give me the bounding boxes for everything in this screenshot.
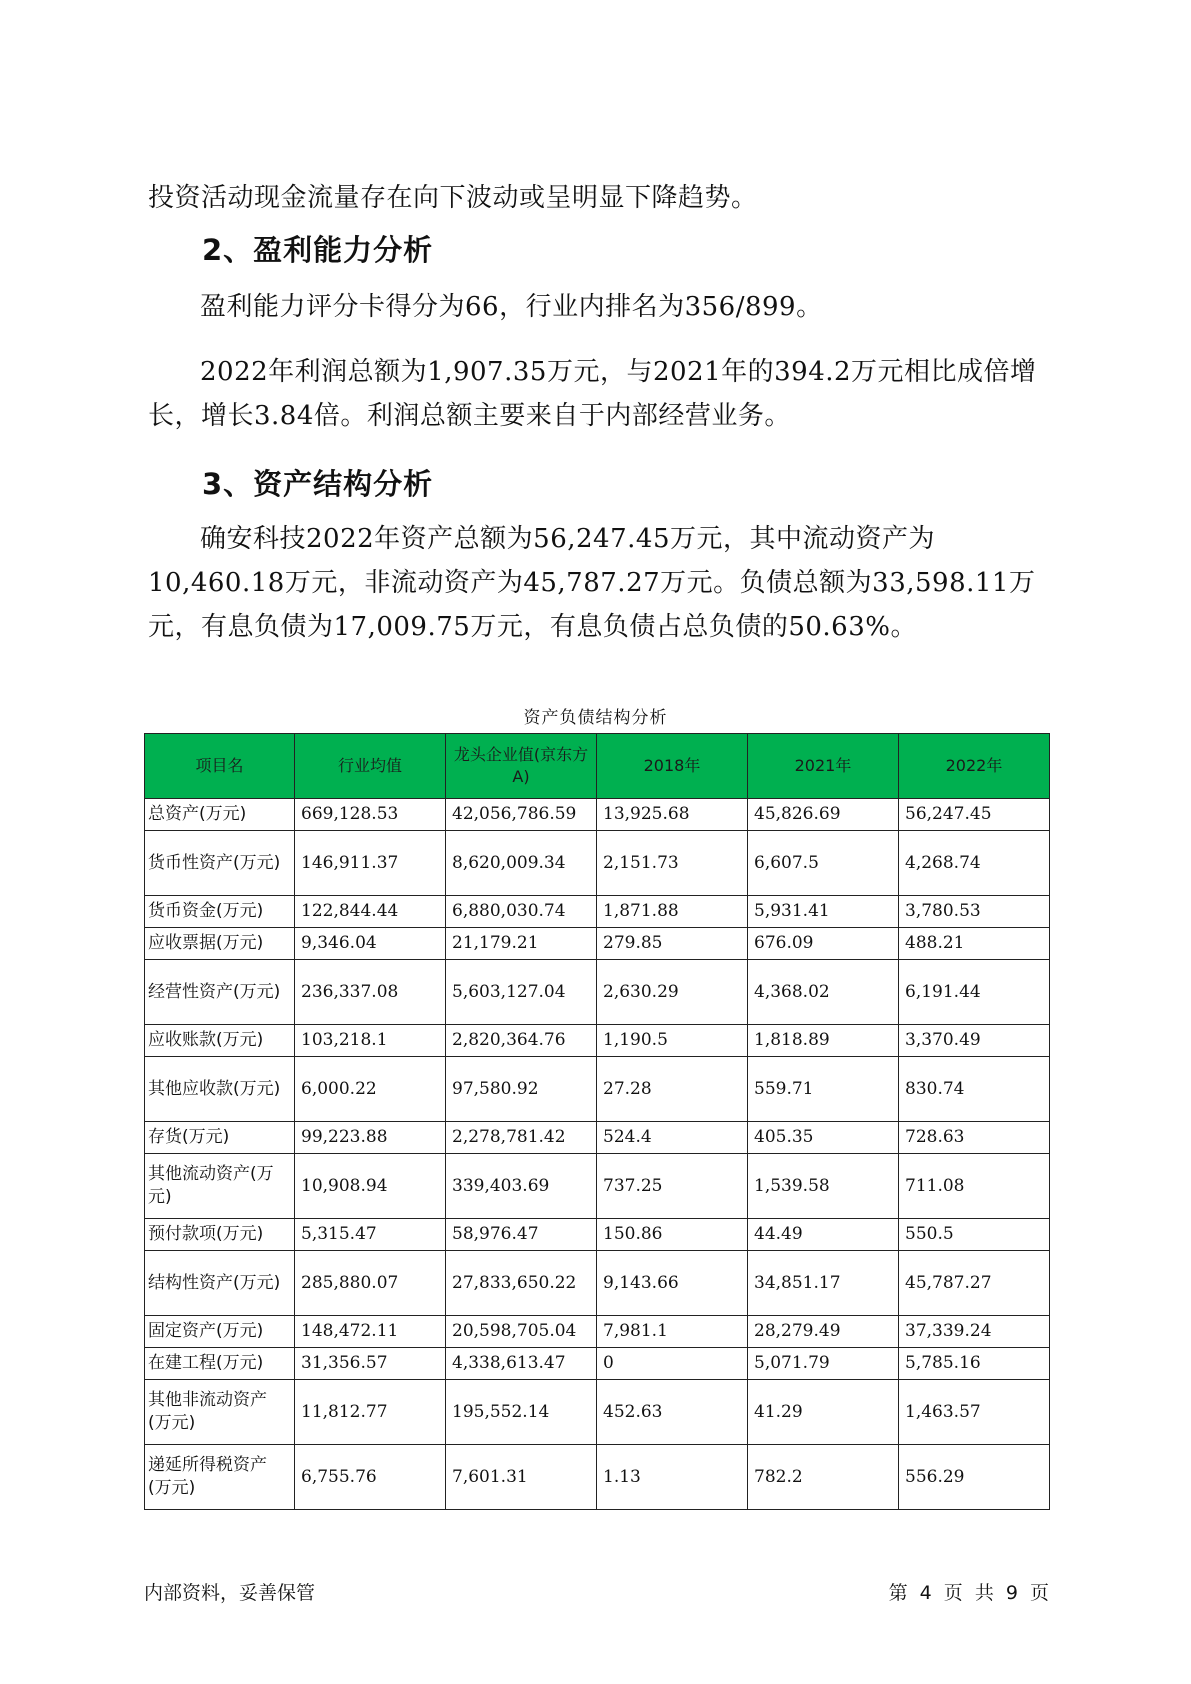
table-cell: 728.63 [899, 1122, 1050, 1154]
table-cell: 58,976.47 [446, 1219, 597, 1251]
table-cell: 5,071.79 [748, 1348, 899, 1380]
table-cell: 559.71 [748, 1057, 899, 1122]
table-cell: 28,279.49 [748, 1316, 899, 1348]
row-label: 货币性资产(万元) [145, 831, 295, 896]
table-cell: 42,056,786.59 [446, 799, 597, 831]
table-row [145, 896, 1050, 928]
table-cell: 146,911.37 [295, 831, 446, 896]
row-label: 其他应收款(万元) [145, 1057, 295, 1122]
table-cell: 9,143.66 [597, 1251, 748, 1316]
header-2018: 2018年 [597, 734, 748, 799]
table-cell: 488.21 [899, 928, 1050, 960]
table-cell: 6,880,030.74 [446, 896, 597, 928]
table-cell: 34,851.17 [748, 1251, 899, 1316]
row-label: 经营性资产(万元) [145, 960, 295, 1025]
row-label: 总资产(万元) [145, 799, 295, 831]
table-cell: 2,630.29 [597, 960, 748, 1025]
table-cell: 339,403.69 [446, 1154, 597, 1219]
table-row [145, 1154, 1050, 1219]
table-cell: 45,826.69 [748, 799, 899, 831]
table-cell: 195,552.14 [446, 1380, 597, 1445]
table-cell: 27,833,650.22 [446, 1251, 597, 1316]
table-cell: 452.63 [597, 1380, 748, 1445]
table-cell: 1,539.58 [748, 1154, 899, 1219]
asset-liability-table [144, 733, 1050, 1510]
table-cell: 37,339.24 [899, 1316, 1050, 1348]
table-cell: 45,787.27 [899, 1251, 1050, 1316]
table-cell: 148,472.11 [295, 1316, 446, 1348]
table-cell: 1,190.5 [597, 1025, 748, 1057]
table-cell: 830.74 [899, 1057, 1050, 1122]
table-row [145, 1380, 1050, 1445]
table-caption: 资产负债结构分析 [523, 708, 668, 728]
row-label: 固定资产(万元) [145, 1316, 295, 1348]
table-cell: 7,981.1 [597, 1316, 748, 1348]
table-cell: 99,223.88 [295, 1122, 446, 1154]
header-leader-value: 龙头企业值(京东方A) [446, 734, 597, 799]
table-cell: 8,620,009.34 [446, 831, 597, 896]
table-cell: 1,871.88 [597, 896, 748, 928]
paragraph-cashflow: 投资活动现金流量存在向下波动或呈明显下降趋势。 [148, 183, 758, 213]
table-cell: 20,598,705.04 [446, 1316, 597, 1348]
table-cell: 3,780.53 [899, 896, 1050, 928]
table-cell: 0 [597, 1348, 748, 1380]
row-label: 预付款项(万元) [145, 1219, 295, 1251]
table-row [145, 928, 1050, 960]
table-cell: 41.29 [748, 1380, 899, 1445]
table-row [145, 1122, 1050, 1154]
row-label: 货币资金(万元) [145, 896, 295, 928]
table-cell: 97,580.92 [446, 1057, 597, 1122]
row-label: 在建工程(万元) [145, 1348, 295, 1380]
table-cell: 13,925.68 [597, 799, 748, 831]
table-row [145, 1348, 1050, 1380]
table-row [145, 1057, 1050, 1122]
header-item-name: 项目名 [145, 734, 295, 799]
table-cell: 4,338,613.47 [446, 1348, 597, 1380]
table-cell: 1.13 [597, 1445, 748, 1510]
row-label: 存货(万元) [145, 1122, 295, 1154]
table-cell: 669,128.53 [295, 799, 446, 831]
table-cell: 2,278,781.42 [446, 1122, 597, 1154]
table-cell: 550.5 [899, 1219, 1050, 1251]
table-cell: 31,356.57 [295, 1348, 446, 1380]
table-cell: 737.25 [597, 1154, 748, 1219]
row-label: 应收票据(万元) [145, 928, 295, 960]
row-label: 结构性资产(万元) [145, 1251, 295, 1316]
table-row [145, 960, 1050, 1025]
row-label: 其他流动资产(万元) [145, 1154, 295, 1219]
header-2022: 2022年 [899, 734, 1050, 799]
table-cell: 9,346.04 [295, 928, 446, 960]
table-cell: 122,844.44 [295, 896, 446, 928]
paragraph-profit: 2022年利润总额为1,907.35万元，与2021年的394.2万元相比成倍增长，增长3.84倍。利润总额主要来自于内部经营业务。 [148, 357, 1037, 431]
table-row [145, 1025, 1050, 1057]
table-cell: 556.29 [899, 1445, 1050, 1510]
paragraph-assets: 确安科技2022年资产总额为56,247.45万元，其中流动资产为10,460.18万元，非流动资产为45,787.27万元。负债总额为33,598.11万元，有息负债为17,009.75万元，有息负债占总负债的50.63%。 [148, 524, 1036, 642]
table-row [145, 831, 1050, 896]
table-cell: 56,247.45 [899, 799, 1050, 831]
table-cell: 405.35 [748, 1122, 899, 1154]
table-cell: 676.09 [748, 928, 899, 960]
table-cell: 150.86 [597, 1219, 748, 1251]
table-cell: 5,931.41 [748, 896, 899, 928]
table-cell: 5,315.47 [295, 1219, 446, 1251]
table-cell: 6,000.22 [295, 1057, 446, 1122]
row-label: 其他非流动资产(万元) [145, 1380, 295, 1445]
table-cell: 3,370.49 [899, 1025, 1050, 1057]
table-cell: 1,818.89 [748, 1025, 899, 1057]
table-cell: 1,463.57 [899, 1380, 1050, 1445]
table-row [145, 1219, 1050, 1251]
table-cell: 103,218.1 [295, 1025, 446, 1057]
table-cell: 5,603,127.04 [446, 960, 597, 1025]
table-cell: 711.08 [899, 1154, 1050, 1219]
table-cell: 2,151.73 [597, 831, 748, 896]
table-cell: 285,880.07 [295, 1251, 446, 1316]
table-cell: 524.4 [597, 1122, 748, 1154]
header-industry-average: 行业均值 [295, 734, 446, 799]
table-row [145, 1251, 1050, 1316]
table-cell: 279.85 [597, 928, 748, 960]
table-cell: 2,820,364.76 [446, 1025, 597, 1057]
table-cell: 6,607.5 [748, 831, 899, 896]
table-cell: 5,785.16 [899, 1348, 1050, 1380]
heading-profitability: 2、盈利能力分析 [202, 233, 434, 267]
table-cell: 11,812.77 [295, 1380, 446, 1445]
table-cell: 782.2 [748, 1445, 899, 1510]
table-header-row [145, 734, 1050, 799]
table-cell: 236,337.08 [295, 960, 446, 1025]
footer-confidential-note: 内部资料，妥善保管 [144, 1582, 316, 1604]
table-cell: 21,179.21 [446, 928, 597, 960]
heading-asset-structure: 3、资产结构分析 [202, 467, 434, 501]
table-cell: 10,908.94 [295, 1154, 446, 1219]
table-row [145, 1316, 1050, 1348]
table-body [145, 799, 1050, 1510]
row-label: 递延所得税资产(万元) [145, 1445, 295, 1510]
table-cell: 6,191.44 [899, 960, 1050, 1025]
table-cell: 27.28 [597, 1057, 748, 1122]
table-cell: 6,755.76 [295, 1445, 446, 1510]
table-cell: 7,601.31 [446, 1445, 597, 1510]
row-label: 应收账款(万元) [145, 1025, 295, 1057]
table-row [145, 799, 1050, 831]
paragraph-score: 盈利能力评分卡得分为66，行业内排名为356/899。 [200, 292, 823, 322]
table-cell: 44.49 [748, 1219, 899, 1251]
header-2021: 2021年 [748, 734, 899, 799]
footer-page-number: 第 4 页 共 9 页 [888, 1582, 1049, 1604]
table-cell: 4,368.02 [748, 960, 899, 1025]
table-cell: 4,268.74 [899, 831, 1050, 896]
table-row [145, 1445, 1050, 1510]
